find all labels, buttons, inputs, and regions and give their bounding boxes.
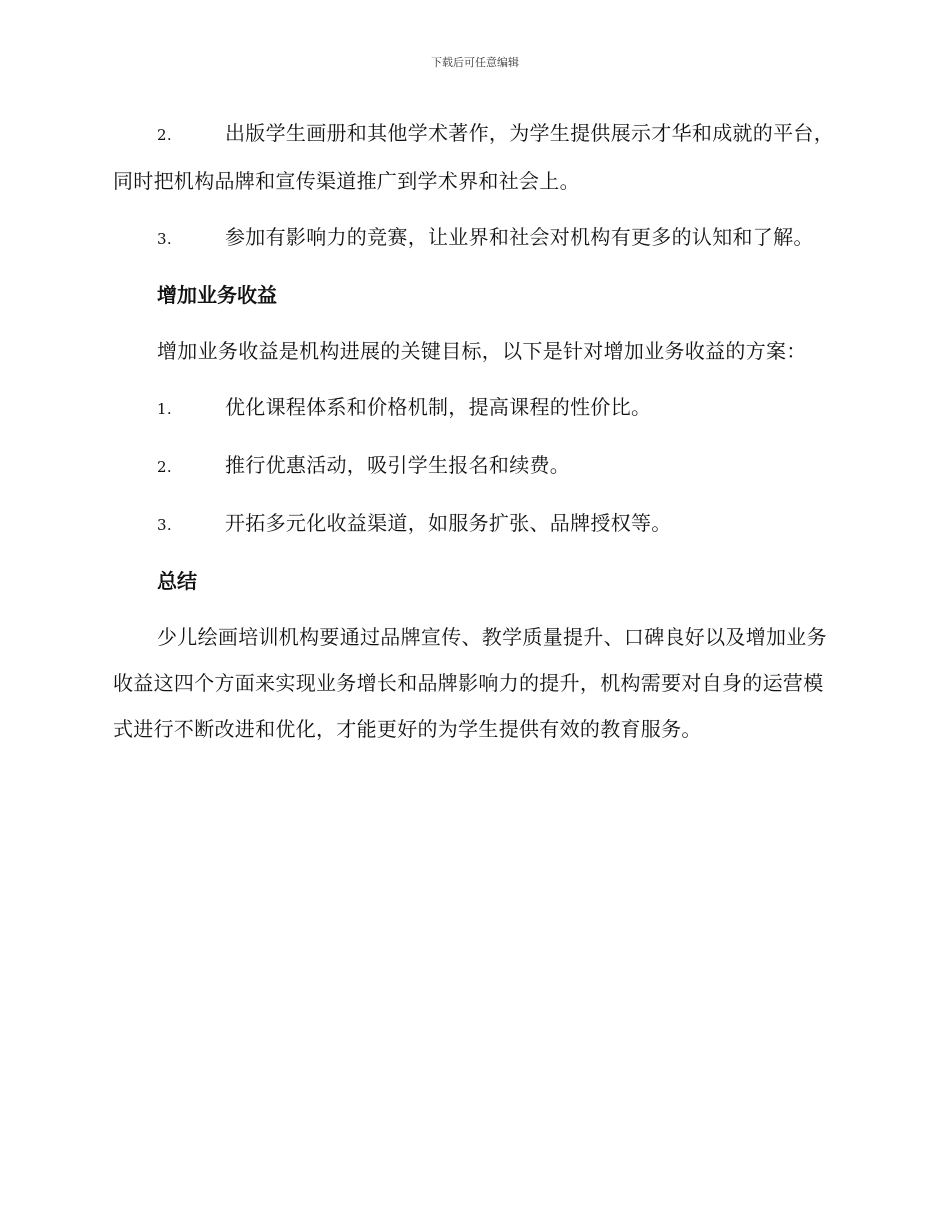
page-header: 下载后可任意编辑 [431, 56, 519, 69]
list-item [113, 442, 835, 490]
list-item-text: 推行优惠活动，吸引学生报名和续费。 [225, 453, 571, 477]
list-item [113, 110, 835, 204]
section-heading-summary: 总结 [157, 569, 197, 593]
list-number: 2. [157, 458, 172, 476]
list-number: 3. [157, 516, 172, 534]
list-item-text: 开拓多元化收益渠道，如服务扩张、品牌授权等。 [225, 511, 672, 535]
list-item [113, 500, 835, 548]
list-number: 1. [157, 400, 172, 418]
list-number: 2. [157, 126, 172, 144]
section-heading-revenue: 增加业务收益 [157, 283, 277, 307]
summary-paragraph: 少儿绘画培训机构要通过品牌宣传、教学质量提升、口碑良好以及增加业务收益这四个方面来实现业务增长和品牌影响力的提升，机构需要对自身的运营模式进行不断改进和优化，才能更好的为学生提供有效的教育服务。 [113, 625, 827, 741]
list-item-text: 参加有影响力的竞赛，让业界和社会对机构有更多的认知和了解。 [225, 225, 814, 249]
list-item-text: 出版学生画册和其他学术著作，为学生提供展示才华和成就的平台，同时把机构品牌和宣传渠道推广到学术界和社会上。 [113, 121, 834, 193]
section-intro-paragraph: 增加业务收益是机构进展的关键目标，以下是针对增加业务收益的方案： [157, 339, 807, 363]
list-item [113, 384, 835, 432]
list-number: 3. [157, 230, 172, 248]
document-body [113, 110, 835, 762]
list-item-text: 优化课程体系和价格机制，提高课程的性价比。 [225, 395, 652, 419]
list-item [113, 214, 835, 262]
